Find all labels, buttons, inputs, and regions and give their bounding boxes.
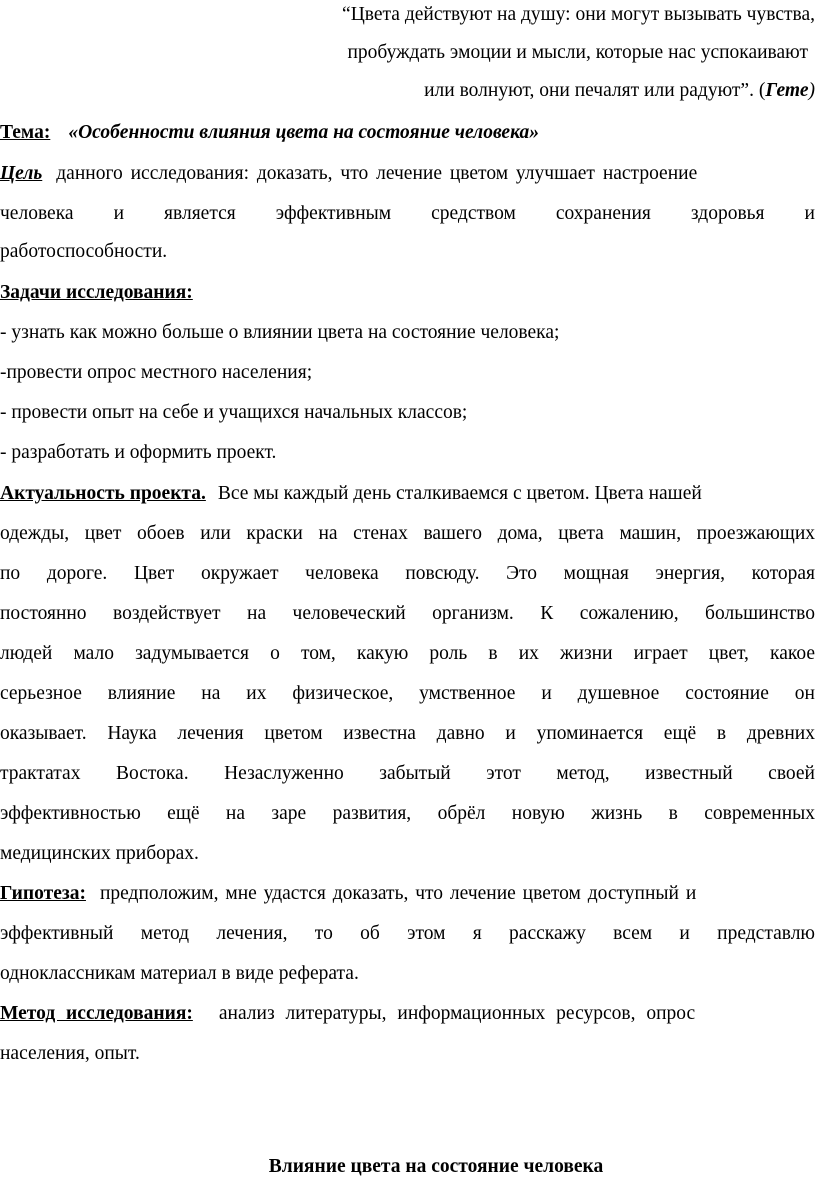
- relevance-line: по дороге. Цвет окружает человека повсюду. Это мощная энергия, которая: [0, 563, 815, 584]
- hypothesis-line-2: эффективный метод лечения, то об этом я расскажу всем и представлю: [0, 923, 815, 944]
- goal-label: Цель: [0, 163, 43, 184]
- topic-label: Тема:: [0, 122, 51, 143]
- epigraph-close: ): [808, 80, 815, 101]
- relevance-line-1: [0, 475, 815, 513]
- epigraph-line-3: [0, 72, 815, 110]
- relevance-line: людей мало задумывается о том, какую роль в их жизни играет цвет, какое: [0, 643, 815, 664]
- task-item: - узнать как можно больше о влиянии цвета на состояние человека;: [0, 322, 560, 343]
- method-line-1: [0, 995, 815, 1033]
- tasks-heading: Задачи исследования:: [0, 282, 193, 303]
- relevance-line-last: медицинских приборах.: [0, 843, 199, 864]
- epigraph-line-1: “Цвета действуют на душу: они могут вызывать чувства,: [342, 4, 815, 25]
- task-item: - провести опыт на себе и учащихся начальных классов;: [0, 402, 468, 423]
- task-item: - разработать и оформить проект.: [0, 442, 277, 463]
- goal-line-1: [0, 155, 815, 193]
- relevance-line: оказывает. Наука лечения цветом известна давно и упоминается ещё в древних: [0, 723, 815, 744]
- method-line-2: населения, опыт.: [0, 1043, 140, 1064]
- relevance-line: трактатах Востока. Незаслуженно забытый этот метод, известный своей: [0, 763, 815, 784]
- relevance-line: эффективностью ещё на заре развития, обрёл новую жизнь в современных: [0, 803, 815, 824]
- task-item: -провести опрос местного населения;: [0, 362, 313, 383]
- hypothesis-text-1: предположим, мне удастся доказать, что лечение цветом доступный и: [99, 883, 697, 904]
- hypothesis-label: Гипотеза:: [0, 883, 86, 904]
- hypothesis-line-3: одноклассникам материал в виде реферата.: [0, 963, 359, 984]
- relevance-line: серьезное влияние на их физическое, умственное и душевное состояние он: [0, 683, 815, 704]
- epigraph-author: Гете: [765, 80, 809, 101]
- goal-line-3: работоспособности.: [0, 241, 168, 262]
- method-text-1: анализ литературы, информационных ресурсов, опрос: [218, 1003, 696, 1024]
- hypothesis-line-1: [0, 875, 815, 913]
- topic-text: «Особенности влияния цвета на состояние человека»: [68, 122, 539, 143]
- epigraph-line-2: пробуждать эмоции и мысли, которые нас успокаивают: [347, 42, 808, 63]
- topic-line: [0, 114, 815, 152]
- goal-line-2: человека и является эффективным средством сохранения здоровья и: [0, 203, 815, 224]
- epigraph-text: или волнуют, они печалят или радуют”. (: [424, 80, 766, 101]
- relevance-line: одежды, цвет обоев или краски на стенах вашего дома, цвета машин, проезжающих: [0, 523, 815, 544]
- relevance-text-1: Все мы каждый день сталкиваемся с цветом. Цвета нашей: [217, 483, 702, 504]
- goal-text-1: данного исследования: доказать, что лечение цветом улучшает настроение: [56, 163, 698, 184]
- relevance-line: постоянно воздействует на человеческий организм. К сожалению, большинство: [0, 603, 815, 624]
- section-heading: Влияние цвета на состояние человека: [268, 1156, 604, 1177]
- relevance-label: Актуальность проекта.: [0, 483, 206, 504]
- method-label: Метод исследования:: [0, 1003, 193, 1024]
